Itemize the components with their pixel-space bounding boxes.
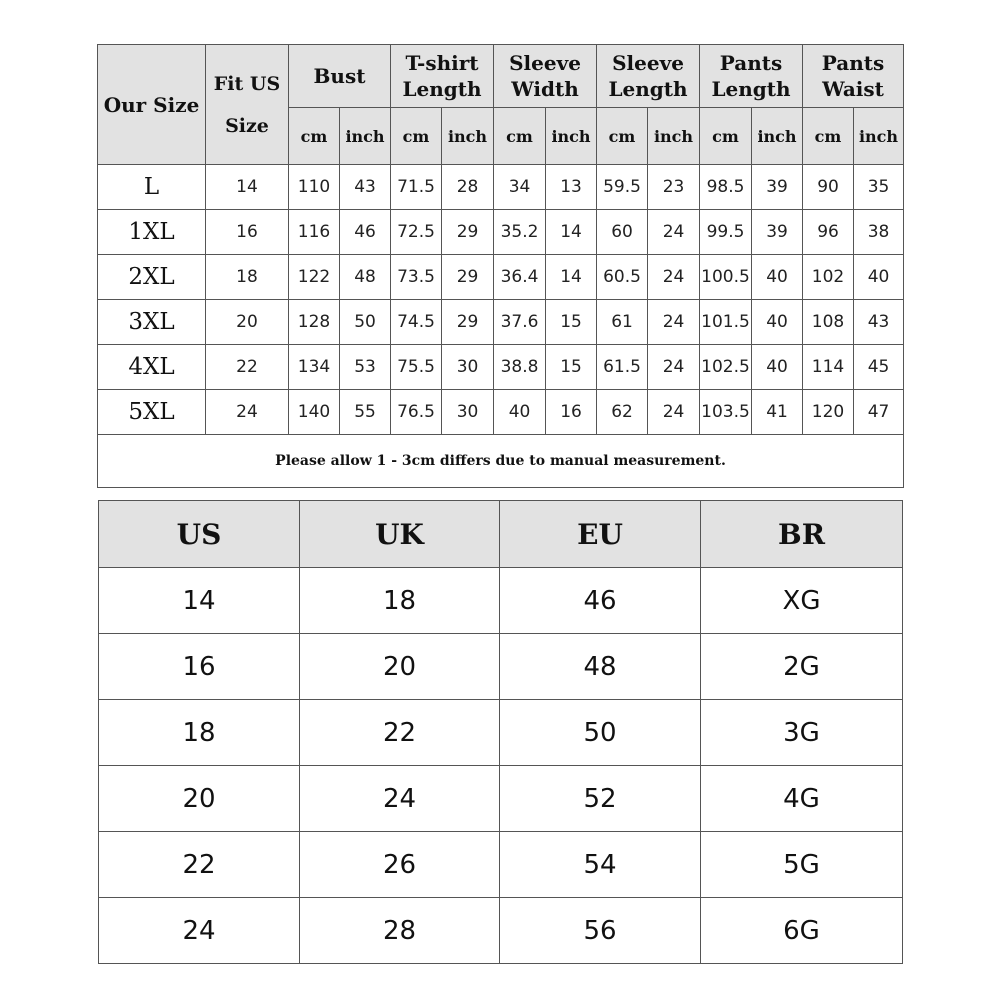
measurement-cell: 48 [340, 255, 391, 300]
measurement-cell: 40 [752, 300, 803, 345]
conversion-row [99, 766, 903, 832]
header-pants-length-line1: Pants [719, 51, 783, 75]
measurement-cell: 15 [546, 345, 597, 390]
measurement-cell: 71.5 [391, 165, 442, 210]
eu-size-cell: 56 [500, 898, 701, 964]
header-tshirt-length-line1: T-shirt [405, 51, 479, 75]
measurement-cell: 14 [546, 255, 597, 300]
measurement-cell: 36.4 [494, 255, 546, 300]
measurement-cell: 38 [854, 210, 904, 255]
fit-us-cell: 24 [206, 390, 289, 435]
measurement-cell: 34 [494, 165, 546, 210]
fit-us-cell: 14 [206, 165, 289, 210]
size-chart-note-row [98, 435, 904, 488]
conversion-row [99, 634, 903, 700]
size-row [98, 345, 904, 390]
our-size-cell: 4XL [98, 345, 206, 390]
unit-label: cm [391, 108, 442, 165]
header-sleeve-length-line1: Sleeve [612, 51, 684, 75]
measurement-cell: 96 [803, 210, 854, 255]
unit-label: inch [648, 108, 700, 165]
measurement-cell: 37.6 [494, 300, 546, 345]
header-pants-length-line2: Length [711, 77, 791, 101]
measurement-cell: 128 [289, 300, 340, 345]
measurement-cell: 59.5 [597, 165, 648, 210]
measurement-cell: 35.2 [494, 210, 546, 255]
conversion-header-row [99, 501, 903, 568]
measurement-cell: 101.5 [700, 300, 752, 345]
size-row [98, 165, 904, 210]
header-br: BR [701, 501, 903, 568]
conversion-row [99, 898, 903, 964]
measurement-cell: 35 [854, 165, 904, 210]
br-size-cell: 4G [701, 766, 903, 832]
us-size-cell: 18 [99, 700, 300, 766]
measurement-cell: 140 [289, 390, 340, 435]
size-row [98, 300, 904, 345]
us-size-cell: 14 [99, 568, 300, 634]
measurement-cell: 116 [289, 210, 340, 255]
our-size-cell: 1XL [98, 210, 206, 255]
size-chart-body [98, 165, 904, 435]
header-uk: UK [300, 501, 500, 568]
measurement-cell: 13 [546, 165, 597, 210]
unit-label: inch [340, 108, 391, 165]
fit-us-cell: 16 [206, 210, 289, 255]
br-size-cell: 5G [701, 832, 903, 898]
size-row [98, 390, 904, 435]
measurement-cell: 50 [340, 300, 391, 345]
measurement-cell: 24 [648, 210, 700, 255]
measurement-cell: 47 [854, 390, 904, 435]
br-size-cell: 6G [701, 898, 903, 964]
header-us: US [99, 501, 300, 568]
size-row [98, 255, 904, 300]
unit-label: cm [494, 108, 546, 165]
measurement-cell: 40 [752, 345, 803, 390]
header-tshirt-length-line2: Length [402, 77, 482, 101]
unit-label: inch [854, 108, 904, 165]
conversion-row [99, 832, 903, 898]
measurement-cell: 62 [597, 390, 648, 435]
conversion-body [99, 568, 903, 964]
header-our-size: Our Size [98, 45, 206, 165]
measurement-cell: 61.5 [597, 345, 648, 390]
uk-size-cell: 22 [300, 700, 500, 766]
header-sleeve-width-line2: Width [511, 77, 579, 101]
header-tshirt-length [391, 45, 494, 108]
measurement-cell: 29 [442, 300, 494, 345]
measurement-cell: 73.5 [391, 255, 442, 300]
measurement-cell: 60 [597, 210, 648, 255]
measurement-cell: 39 [752, 165, 803, 210]
us-size-cell: 22 [99, 832, 300, 898]
eu-size-cell: 54 [500, 832, 701, 898]
measurement-cell: 100.5 [700, 255, 752, 300]
conversion-row [99, 700, 903, 766]
measurement-cell: 43 [340, 165, 391, 210]
measurement-cell: 28 [442, 165, 494, 210]
header-sleeve-length-line2: Length [608, 77, 688, 101]
measurement-cell: 41 [752, 390, 803, 435]
uk-size-cell: 26 [300, 832, 500, 898]
our-size-cell: 5XL [98, 390, 206, 435]
measurement-cell: 24 [648, 390, 700, 435]
measurement-cell: 110 [289, 165, 340, 210]
measurement-cell: 23 [648, 165, 700, 210]
uk-size-cell: 20 [300, 634, 500, 700]
conversion-row [99, 568, 903, 634]
measurement-cell: 72.5 [391, 210, 442, 255]
measurement-cell: 40 [752, 255, 803, 300]
unit-label: cm [289, 108, 340, 165]
measurement-cell: 29 [442, 210, 494, 255]
header-pants-length [700, 45, 803, 108]
measurement-cell: 55 [340, 390, 391, 435]
measurement-cell: 45 [854, 345, 904, 390]
measurement-cell: 99.5 [700, 210, 752, 255]
measurement-cell: 30 [442, 345, 494, 390]
header-fit-us-line1: Fit US [213, 72, 281, 95]
header-sleeve-length [597, 45, 700, 108]
eu-size-cell: 52 [500, 766, 701, 832]
measurement-cell: 24 [648, 255, 700, 300]
size-conversion-table [98, 500, 903, 964]
eu-size-cell: 48 [500, 634, 701, 700]
measurement-cell: 24 [648, 300, 700, 345]
header-sleeve-width [494, 45, 597, 108]
size-row [98, 210, 904, 255]
measurement-cell: 98.5 [700, 165, 752, 210]
measurement-cell: 40 [854, 255, 904, 300]
measurement-cell: 122 [289, 255, 340, 300]
measurement-cell: 30 [442, 390, 494, 435]
us-size-cell: 20 [99, 766, 300, 832]
fit-us-cell: 18 [206, 255, 289, 300]
measurement-cell: 75.5 [391, 345, 442, 390]
measurement-cell: 108 [803, 300, 854, 345]
header-pants-waist-line2: Waist [822, 77, 884, 101]
size-chart-table [97, 44, 904, 488]
measurement-cell: 114 [803, 345, 854, 390]
measurement-cell: 16 [546, 390, 597, 435]
measurement-cell: 74.5 [391, 300, 442, 345]
header-eu: EU [500, 501, 701, 568]
measurement-cell: 39 [752, 210, 803, 255]
header-bust: Bust [289, 45, 391, 108]
header-sleeve-width-line1: Sleeve [509, 51, 581, 75]
measurement-cell: 53 [340, 345, 391, 390]
br-size-cell: 2G [701, 634, 903, 700]
unit-label: inch [752, 108, 803, 165]
uk-size-cell: 18 [300, 568, 500, 634]
measurement-cell: 46 [340, 210, 391, 255]
our-size-cell: 3XL [98, 300, 206, 345]
uk-size-cell: 28 [300, 898, 500, 964]
measurement-cell: 43 [854, 300, 904, 345]
unit-label: cm [700, 108, 752, 165]
header-fit-us-line2: Size [225, 114, 269, 137]
eu-size-cell: 50 [500, 700, 701, 766]
measurement-cell: 120 [803, 390, 854, 435]
measurement-cell: 102 [803, 255, 854, 300]
unit-label: cm [803, 108, 854, 165]
measurement-cell: 102.5 [700, 345, 752, 390]
measurement-cell: 24 [648, 345, 700, 390]
fit-us-cell: 22 [206, 345, 289, 390]
br-size-cell: XG [701, 568, 903, 634]
measurement-cell: 103.5 [700, 390, 752, 435]
uk-size-cell: 24 [300, 766, 500, 832]
unit-label: cm [597, 108, 648, 165]
measurement-note: Please allow 1 - 3cm differs due to manual measurement. [98, 435, 904, 488]
eu-size-cell: 46 [500, 568, 701, 634]
measurement-cell: 61 [597, 300, 648, 345]
our-size-cell: 2XL [98, 255, 206, 300]
unit-label: inch [546, 108, 597, 165]
measurement-cell: 134 [289, 345, 340, 390]
us-size-cell: 24 [99, 898, 300, 964]
size-chart-header-row [98, 45, 904, 108]
br-size-cell: 3G [701, 700, 903, 766]
header-pants-waist [803, 45, 904, 108]
measurement-cell: 14 [546, 210, 597, 255]
measurement-cell: 60.5 [597, 255, 648, 300]
unit-label: inch [442, 108, 494, 165]
measurement-cell: 40 [494, 390, 546, 435]
header-fit-us-size [206, 45, 289, 165]
header-pants-waist-line1: Pants [821, 51, 885, 75]
measurement-cell: 29 [442, 255, 494, 300]
our-size-cell: L [98, 165, 206, 210]
us-size-cell: 16 [99, 634, 300, 700]
measurement-cell: 90 [803, 165, 854, 210]
measurement-cell: 38.8 [494, 345, 546, 390]
measurement-cell: 76.5 [391, 390, 442, 435]
measurement-cell: 15 [546, 300, 597, 345]
fit-us-cell: 20 [206, 300, 289, 345]
